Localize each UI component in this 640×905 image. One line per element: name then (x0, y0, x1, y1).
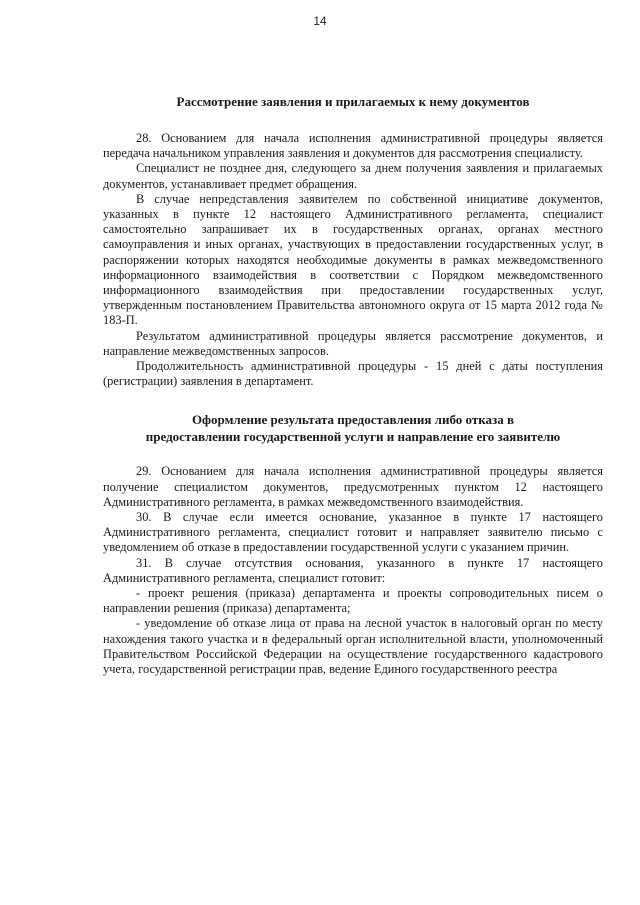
paragraph-specialist-deadline: Специалист не позднее дня, следующего за днем получения заявления и прилагаемых документов, устанавливает предмет обращения. (103, 161, 603, 191)
list-item-refusal-notice: - уведомление об отказе лица от права на лесной участок в налоговый орган по месту нахождения такого участка и в федеральный орган исполнительной власти, уполномоченный Правительством Российской Федерации на осуществление государственного кадастрового учета, государственной регистрации прав, ведение Единого государственного реестра (103, 616, 603, 677)
paragraph-interagency-request: В случае непредставления заявителем по собственной инициативе документов, указанных в пункте 12 настоящего Административного регламента, специалист самостоятельно запрашивает их в государственных органах, органах местного самоуправления и иных органах, участвующих в предоставлении государственных услуг, в распоряжении которых находятся необходимые документы в рамках межведомственного информационного взаимодействия в соответствии с Порядком межведомственного информационного взаимодействия при предоставлении государственных услуг, утвержденным постановлением Правительства автономного округа от 15 марта 2012 года № 183-П. (103, 191, 603, 328)
section-heading-result-line1: Оформление результата предоставления либо отказа в (191, 412, 515, 428)
page-number: 14 (313, 14, 327, 28)
paragraph-29: 29. Основанием для начала исполнения административной процедуры является получение специалистом документов, предусмотренных пунктом 12 настоящего Административного регламента, в рамках межведомственного взаимодействия. (103, 464, 603, 509)
paragraph-31: 31. В случае отсутствия основания, указанного в пункте 17 настоящего Административного регламента, специалист готовит: (103, 555, 603, 585)
document-body (103, 93, 603, 677)
paragraph-30: 30. В случае если имеется основание, указанное в пункте 17 настоящего Административного регламента, специалист готовит и направляет заявителю письмо с уведомлением об отказе в предоставлении государственной услуги с указанием причин. (103, 510, 603, 555)
list-item-draft-decision: - проект решения (приказа) департамента и проекты сопроводительных писем о направлении решения (приказа) департамента; (103, 586, 603, 616)
section-heading-review: Рассмотрение заявления и прилагаемых к нему документов (176, 94, 530, 109)
section-heading-result-line2: предоставлении государственной услуги и направление его заявителю (145, 429, 561, 445)
paragraph-procedure-result: Результатом административной процедуры является рассмотрение документов, и направление межведомственных запросов. (103, 328, 603, 358)
section-heading-result (103, 411, 603, 445)
paragraph-procedure-duration: Продолжительность административной процедуры - 15 дней с даты поступления (регистрации) заявления в департамент. (103, 359, 603, 389)
paragraph-28: 28. Основанием для начала исполнения административной процедуры является передача начальником управления заявления и документов для рассмотрения специалисту. (103, 131, 603, 161)
